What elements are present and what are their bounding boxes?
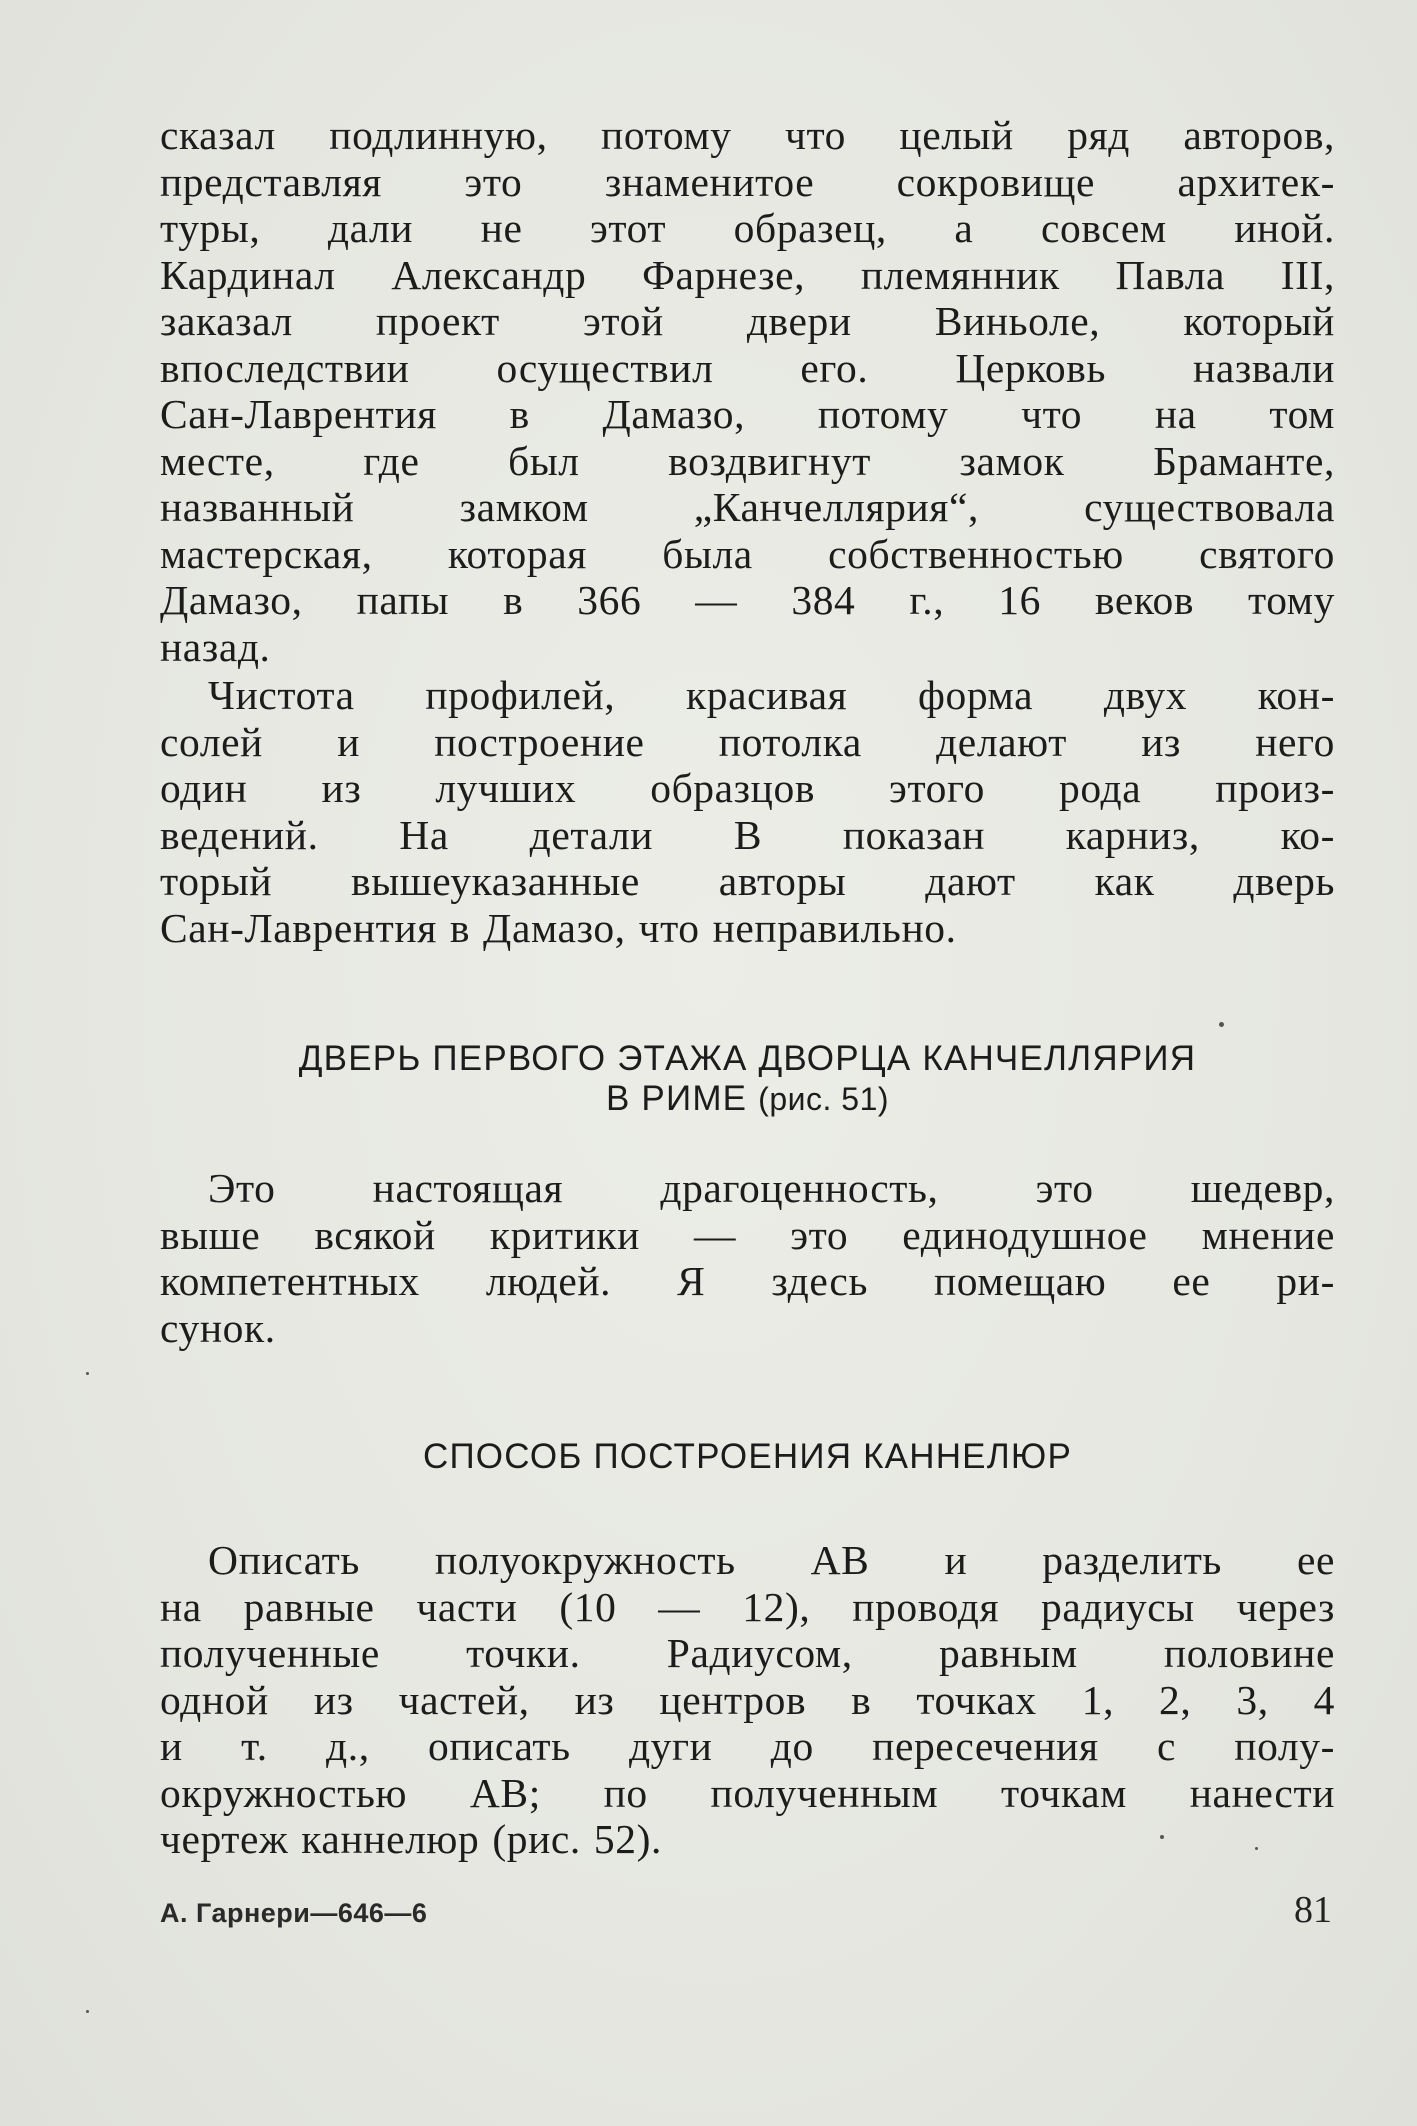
text-line: выше всякой критики — это единодушное мнение [160,1211,1335,1258]
print-speck [1160,1835,1164,1839]
heading-line: ДВЕРЬ ПЕРВОГО ЭТАЖА ДВОРЦА КАНЧЕЛЛЯРИЯ [298,1039,1197,1078]
paragraph-profiles [160,672,1335,951]
section-heading-door [160,1039,1335,1119]
text-line: впоследствии осуществил его. Церковь назвали [160,344,1335,391]
text-line: ведений. На детали В показан карниз, ко- [160,811,1335,858]
print-speck [86,1372,89,1375]
text-line: чертеж каннелюр (рис. 52). [160,1816,662,1862]
text-line: назад. [160,623,271,670]
text-line: Сан-Лаврентия в Дамазо, потому что на том [160,391,1335,437]
text-line: Чистота профилей, красивая форма двух кон- [208,672,1335,718]
text-line: Сан-Лаврентия в Дамазо, что неправильно. [160,904,957,951]
heading-line: СПОСОБ ПОСТРОЕНИЯ КАННЕЛЮР [422,1437,1073,1476]
text-line: названный замком „Канчеллярия“, существовала [160,484,1335,530]
text-line: заказал проект этой двери Виньоле, который [160,298,1335,344]
paragraph-flutes-method [160,1537,1335,1863]
text-line: окружностью AB; по полученным точкам нанести [160,1769,1335,1816]
section-heading-flutes [160,1437,1335,1477]
text-line: месте, где был воздвигнут замок Браманте, [160,437,1335,484]
figure-reference: (рис. 51) [758,1081,890,1117]
printer-signature: А. Гарнери—646—6 [160,1898,428,1928]
text-line: сказал подлинную, потому что целый ряд авторов, [160,112,1335,158]
text-line: Это настоящая драгоценность, это шедевр, [208,1165,1335,1211]
paragraph-masterpiece [160,1165,1335,1351]
text-line: компетентных людей. Я здесь помещаю ее ри- [160,1258,1335,1304]
text-line: полученные точки. Радиусом, равным половине [160,1630,1335,1676]
text-line: один из лучших образцов этого рода произ- [160,765,1335,811]
print-speck [86,2010,89,2013]
text-line: торый вышеуказанные авторы дают как дверь [160,858,1335,904]
text-line: мастерская, которая была собственностью святого [160,530,1335,577]
print-speck [1255,1847,1258,1850]
text-line: представляя это знаменитое сокровище архитек- [160,158,1335,205]
text-line: Кардинал Александр Фарнезе, племянник Павла III, [160,251,1335,298]
text-line: Дамазо, папы в 366 — 384 г., 16 веков тому [160,577,1335,623]
text-line: туры, дали не этот образец, а совсем иной. [160,205,1335,251]
print-speck [1219,1022,1224,1027]
paragraph-door-history [160,112,1335,670]
text-line: и т. д., описать дуги до пересечения с полу- [160,1723,1335,1769]
page-number: 81 [1294,1889,1332,1931]
text-column [160,112,1335,1863]
heading-line: В РИМЕ [605,1079,748,1118]
text-line: одной из частей, из центров в точках 1, 2, 3, 4 [160,1676,1335,1723]
text-line: солей и построение потолка делают из него [160,718,1335,765]
text-line: Описать полуокружность AB и разделить ее [208,1537,1335,1583]
page-footer [160,1888,1332,1938]
text-line: сунок. [160,1304,276,1351]
text-line: на равные части (10 — 12), проводя радиусы через [160,1583,1335,1630]
